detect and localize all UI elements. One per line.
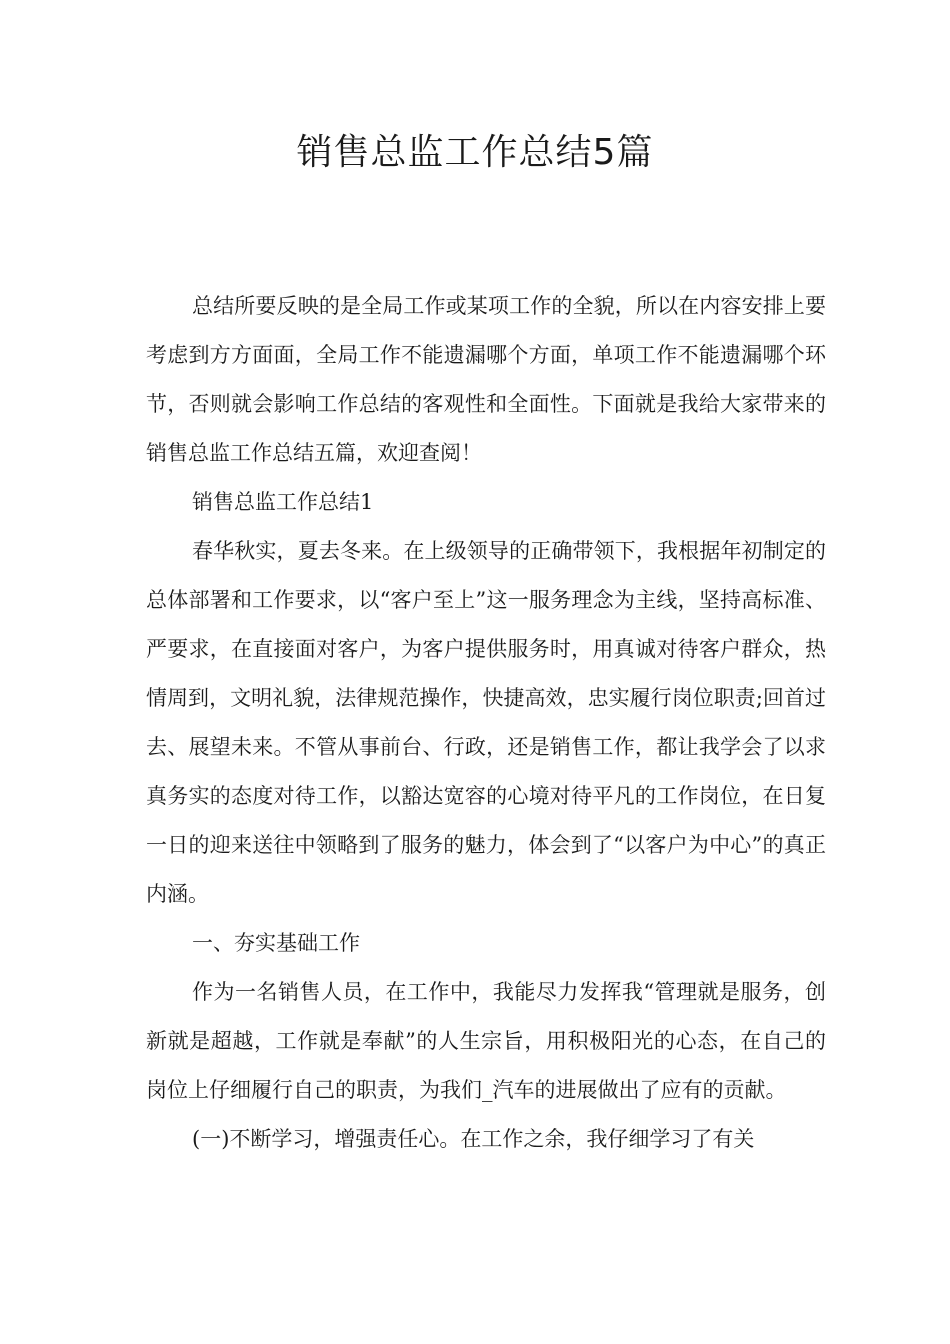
document-title: 销售总监工作总结5篇 bbox=[296, 132, 654, 173]
section-heading-foundation: 一、夯实基础工作 bbox=[192, 931, 360, 955]
body-paragraph: (一)不断学习，增强责任心。在工作之余，我仔细学习了有关 bbox=[192, 1127, 755, 1151]
section-heading-summary-1: 销售总监工作总结1 bbox=[192, 490, 374, 514]
body-paragraph: 作为一名销售人员，在工作中，我能尽力发挥我“管理就是服务，创新就是超越，工作就是奉献”的人生宗旨，用积极阳光的心态，在自己的岗位上仔细履行自己的职责，为我们_汽车的进展做出了应有的贡献。 bbox=[146, 980, 826, 1102]
body-paragraph: 春华秋实，夏去冬来。在上级领导的正确带领下，我根据年初制定的总体部署和工作要求，以“客户至上”这一服务理念为主线，坚持高标准、严要求，在直接面对客户，为客户提供服务时，用真诚对待客户群众，热情周到，文明礼貌，法律规范操作，快捷高效，忠实履行岗位职责;回首过去、展望未来。不管从事前台、行政，还是销售工作，都让我学会了以求真务实的态度对待工作，以豁达宽容的心境对待平凡的工作岗位，在日复一日的迎来送往中领略到了服务的魅力，体会到了“以客户为中心”的真正内涵。 bbox=[146, 539, 826, 906]
intro-paragraph: 总结所要反映的是全局工作或某项工作的全貌，所以在内容安排上要考虑到方方面面，全局工作不能遗漏哪个方面，单项工作不能遗漏哪个环节，否则就会影响工作总结的客观性和全面性。下面就是我给大家带来的销售总监工作总结五篇，欢迎查阅！ bbox=[146, 294, 826, 465]
document-body bbox=[146, 282, 826, 1164]
